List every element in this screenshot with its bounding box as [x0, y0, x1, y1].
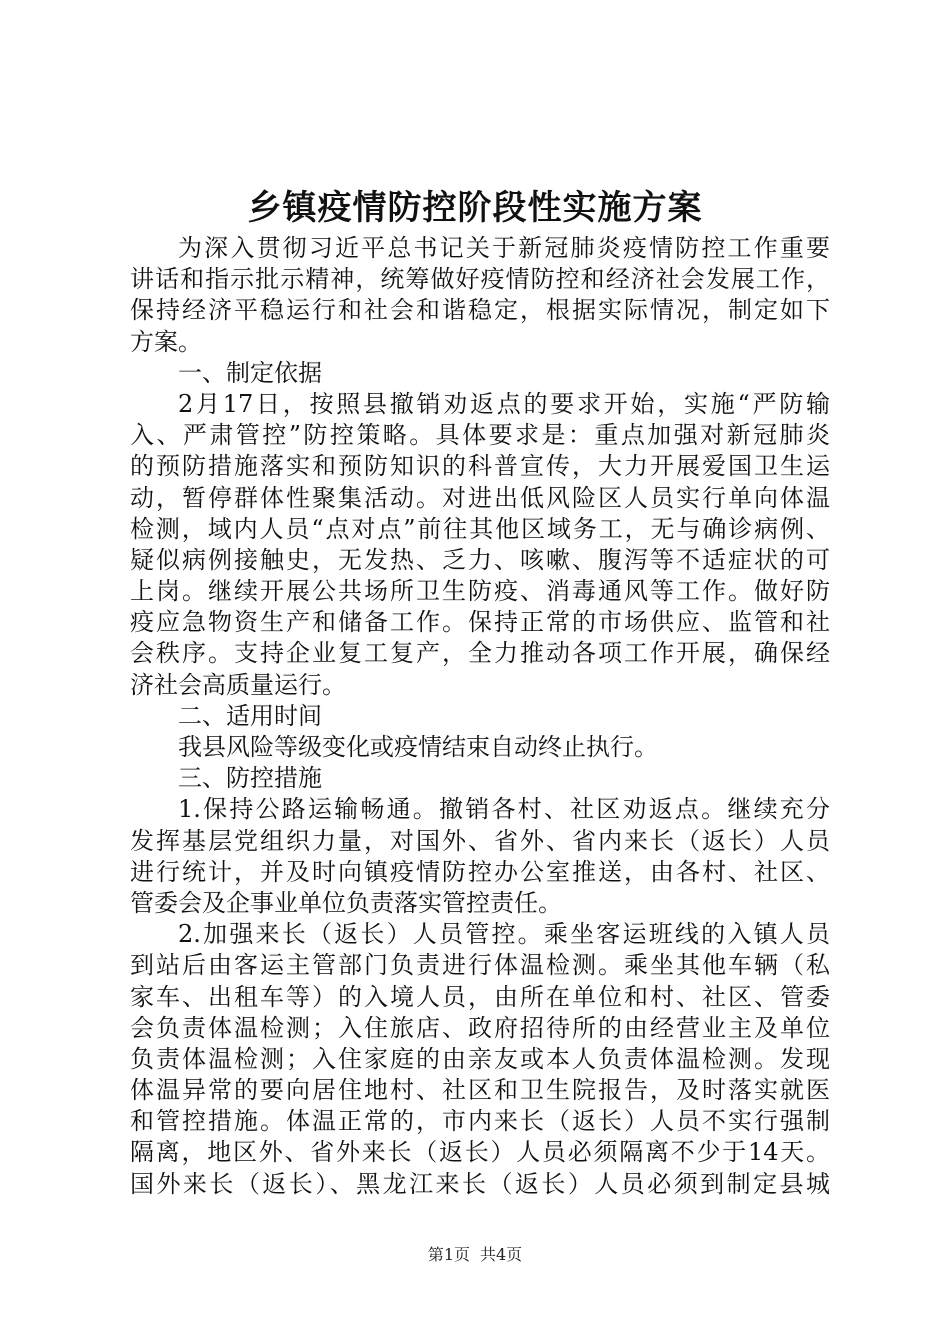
body-line: 隔离，地区外、省外来长（返长）人员必须隔离不少于14天。 — [130, 1138, 830, 1167]
body-line: 检测，域内人员“点对点”前往其他区域务工，无与确诊病例、 — [130, 514, 830, 543]
body-line: 讲话和指示批示精神，统筹做好疫情防控和经济社会发展工作， — [130, 265, 830, 294]
body-line: 上岗。继续开展公共场所卫生防疫、消毒通风等工作。做好防 — [130, 577, 830, 606]
body-line: 为深入贯彻习近平总书记关于新冠肺炎疫情防控工作重要 — [178, 234, 830, 262]
body-line: 2月17日，按照县撤销劝返点的要求开始，实施“严防输 — [178, 389, 830, 418]
body-line: 会负责体温检测；入住旅店、政府招待所的由经营业主及单位 — [130, 1013, 830, 1042]
body-line: 家车、出租车等）的入境人员，由所在单位和村、社区、管委 — [130, 982, 830, 1011]
body-line: 管委会及企事业单位负责落实管控责任。 — [130, 888, 562, 917]
body-line: 2.加强来长（返长）人员管控。乘坐客运班线的入镇人员 — [178, 920, 830, 949]
page-footer — [0, 1244, 950, 1266]
body-line: 疫应急物资生产和储备工作。保持正常的市场供应、监管和社 — [130, 608, 830, 637]
body-line: 体温异常的要向居住地村、社区和卫生院报告，及时落实就医 — [130, 1076, 830, 1105]
body-line: 方案。 — [130, 327, 202, 356]
section-heading: 一、制定依据 — [178, 358, 322, 387]
total-pages: 共4页 — [480, 1245, 523, 1264]
document-title: 乡镇疫情防控阶段性实施方案 — [247, 188, 703, 228]
body-line: 我县风险等级变化或疫情结束自动终止执行。 — [178, 733, 658, 761]
body-line: 疑似病例接触史，无发热、乏力、咳嗽、腹泻等不适症状的可 — [130, 545, 830, 574]
body-line: 和管控措施。体温正常的，市内来长（返长）人员不实行强制 — [130, 1107, 830, 1136]
body-line: 保持经济平稳运行和社会和谐稳定，根据实际情况，制定如下 — [130, 296, 830, 325]
body-line: 入、严肃管控”防控策略。具体要求是：重点加强对新冠肺炎 — [130, 421, 830, 450]
body-line: 济社会高质量运行。 — [130, 670, 346, 699]
document-body — [130, 233, 830, 1200]
body-line: 负责体温检测；入住家庭的由亲友或本人负责体温检测。发现 — [130, 1044, 830, 1073]
body-line: 会秩序。支持企业复工复产，全力推动各项工作开展，确保经 — [130, 639, 830, 668]
section-heading: 二、适用时间 — [178, 701, 322, 730]
body-line: 的预防措施落实和预防知识的科普宣传，大力开展爱国卫生运 — [130, 452, 830, 481]
body-line: 到站后由客运主管部门负责进行体温检测。乘坐其他车辆（私 — [130, 951, 830, 980]
body-line: 1.保持公路运输畅通。撤销各村、社区劝返点。继续充分 — [178, 795, 830, 824]
body-line: 动，暂停群体性聚集活动。对进出低风险区人员实行单向体温 — [130, 483, 830, 512]
body-line: 发挥基层党组织力量，对国外、省外、省内来长（返长）人员 — [130, 826, 830, 855]
section-heading: 三、防控措施 — [178, 764, 322, 793]
body-line: 国外来长（返长）、黑龙江来长（返长）人员必须到制定县城 — [130, 1169, 830, 1198]
body-line: 进行统计，并及时向镇疫情防控办公室推送，由各村、社区、 — [130, 857, 830, 886]
page-number: 第1页 — [427, 1245, 470, 1264]
